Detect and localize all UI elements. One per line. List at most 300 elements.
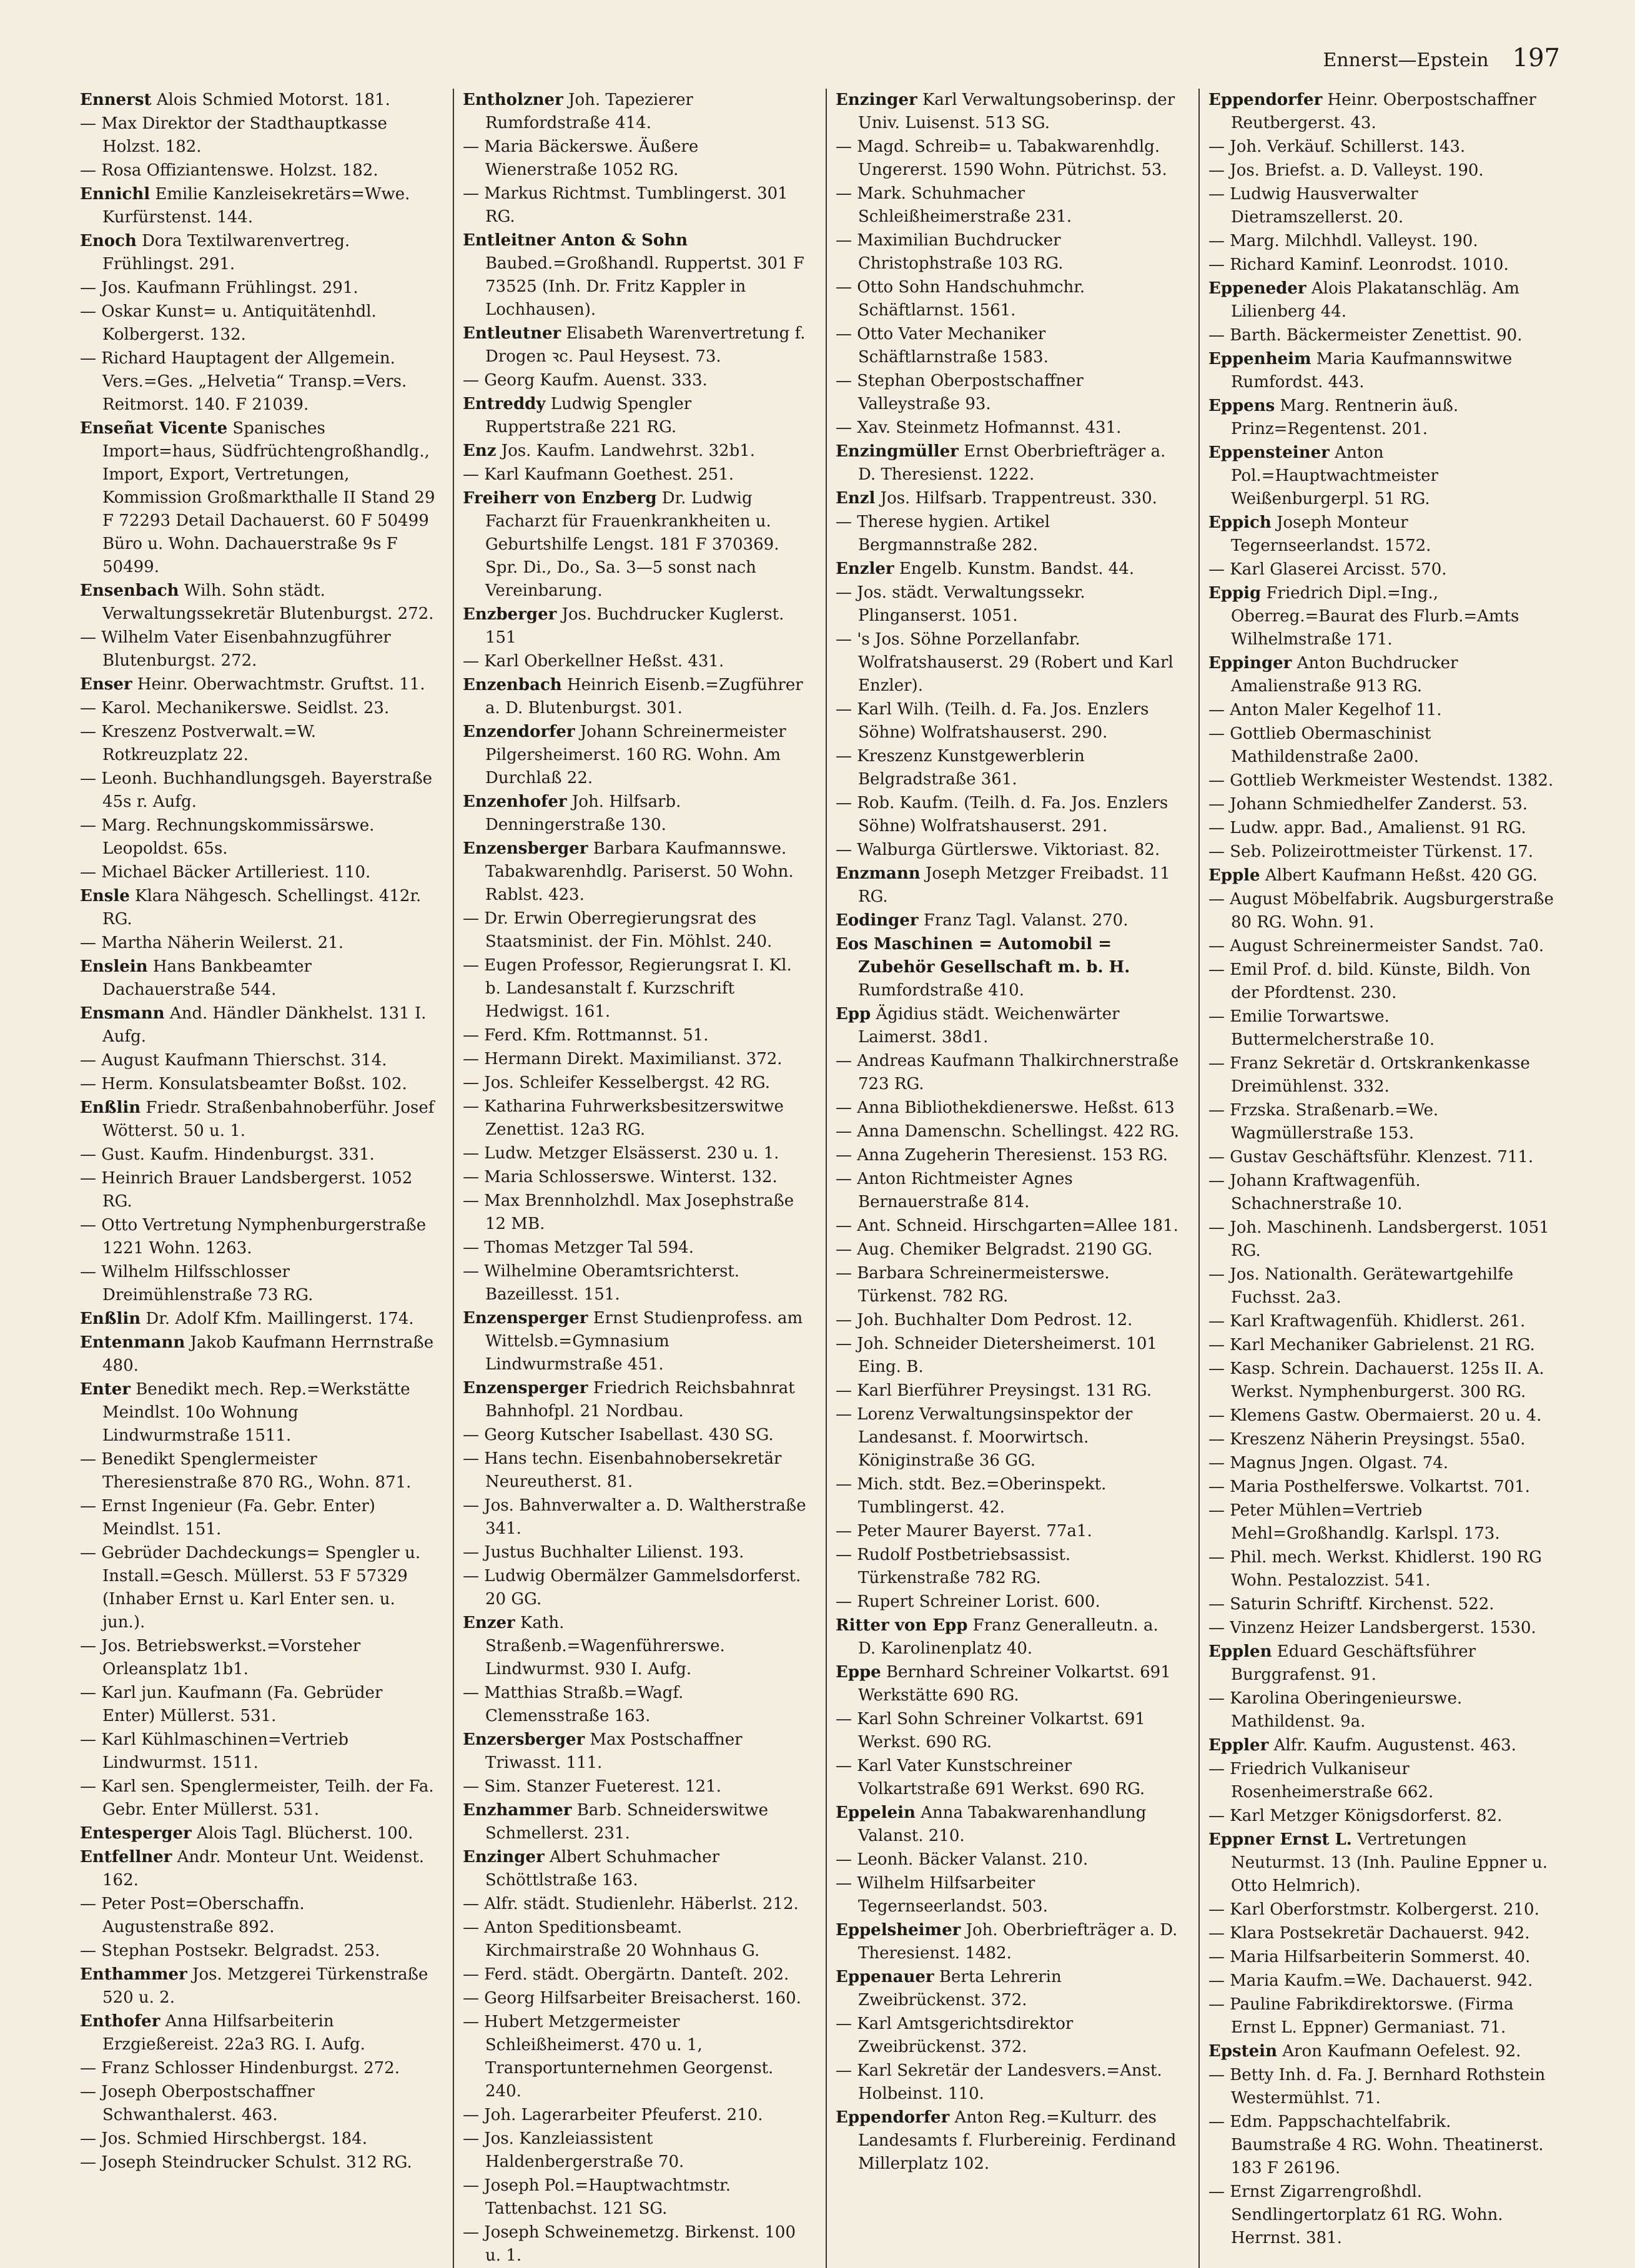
entry-name: Entreddy: [463, 395, 546, 413]
entry-details: Kaufm.=We. Dachauerst. 942.: [1283, 1971, 1533, 1990]
entry-details: Rumfordstraße 410.: [858, 981, 1024, 1000]
entry-name: — Martha: [80, 934, 162, 952]
entry-name: — Stephan: [836, 372, 926, 390]
entry-details: Obermälzer Gammelsdorferst. 20 GG.: [485, 1567, 801, 1609]
entry-details: Hans Bankbeamter Dachauerstraße 544.: [102, 957, 312, 999]
entry-details: Jakob Kaufmann Herrnstraße 480.: [102, 1333, 434, 1375]
entry-details: Stanzer Fueterest. 121.: [526, 1777, 721, 1796]
entry-name: — Ludw.: [1208, 819, 1279, 837]
entry-details: Aron Kaufmann Oefelest. 92.: [1282, 2042, 1521, 2061]
entry-name: — Jos.: [1208, 1265, 1260, 1284]
entry-details: Direkt. Maximilianst. 372.: [566, 1050, 783, 1068]
entry-name: Enseñat Vicente: [80, 419, 228, 438]
entry-details: Schrein. Dachauerst. 125s II. A. Werkst. Nymphenburgerst. 300 RG.: [1231, 1359, 1544, 1401]
entry-name: — Georg: [463, 371, 535, 390]
entry-details: Eduard Geschäftsführer Burggrafenst. 91.: [1231, 1642, 1476, 1684]
entry-details: Bibliothekdienerswe. Heßst. 613: [904, 1098, 1175, 1117]
entry-name: — Karol.: [80, 699, 151, 717]
directory-entry: [80, 1448, 435, 1494]
entry-name: Epplen: [1208, 1642, 1272, 1661]
entry-name: Enzensperger: [463, 1379, 588, 1398]
entry-details: Elisabeth Warenvertretung f. Drogen ꝛc. Paul Heysest. 73.: [485, 324, 806, 366]
entry-details: Engelb. Kunstm. Bandst. 44.: [899, 560, 1135, 578]
entry-details: Bäckerswe. Äußere Wienerstraße 1052 RG.: [485, 137, 699, 179]
entry-name: — Alfr.: [463, 1895, 518, 1913]
entry-details: Kanzleiassistent Haldenbergerstraße 70.: [485, 2129, 684, 2171]
entry-name: Ennerst: [80, 91, 152, 109]
entry-details: Ludwig Spengler Ruppertstraße 221 RG.: [485, 395, 692, 436]
entry-name: — Aug.: [836, 1240, 895, 1259]
entry-details: Albert Schuhmacher Schöttlstraße 163.: [485, 1848, 720, 1890]
entry-name: — Jos.: [463, 2129, 514, 2148]
directory-entry: [80, 1002, 435, 1048]
entry-details: Maler Kegelhof 11.: [1283, 701, 1442, 719]
directory-entry: [1208, 769, 1554, 792]
directory-entry: [836, 1708, 1181, 1754]
entry-name: Eodinger: [836, 911, 919, 930]
directory-entry: [1208, 864, 1554, 887]
directory-entry: [80, 1728, 435, 1775]
entry-name: — Joh.: [836, 1311, 889, 1329]
entry-details: Anton Reg.=Kulturr. des Landesamts f. Flurbereinig. Ferdinand Millerplatz 102.: [858, 2108, 1177, 2173]
entry-details: Pol.=Hauptwachtmstr. Tattenbachst. 121 SG.: [485, 2176, 731, 2218]
entry-name: — Otto: [80, 1216, 138, 1235]
entry-name: — Friedrich: [1208, 1760, 1307, 1778]
directory-entry: [836, 229, 1181, 275]
entry-name: — Karl: [80, 1730, 136, 1749]
directory-entry: [80, 1378, 435, 1447]
directory-entry: [1208, 1263, 1554, 1309]
entry-name: — Benedikt: [80, 1450, 175, 1469]
entry-name: — Jos.: [80, 1637, 131, 1655]
directory-entry: [463, 1447, 808, 1494]
entry-name: Eppens: [1208, 397, 1275, 415]
entry-details: Maria Kaufmannswitwe Rumfordst. 443.: [1231, 350, 1513, 392]
entry-name: — Sim.: [463, 1777, 521, 1796]
directory-entry: [1208, 1734, 1554, 1757]
entry-details: Konsulatsbeamter Boßst. 102.: [158, 1075, 407, 1093]
entry-name: — Gottlieb: [1208, 724, 1297, 743]
entry-details: Schmied Hirschbergst. 184.: [136, 2129, 367, 2148]
directory-entry: [1208, 1358, 1554, 1404]
entry-details: Mechaniker Gabrielenst. 21 RG.: [1270, 1336, 1535, 1354]
entry-details: Kaufmann Goethest. 251.: [524, 465, 734, 484]
directory-entry: [1208, 1758, 1554, 1804]
entry-details: städt. Studienlehr. Häberlst. 212.: [523, 1895, 799, 1913]
entry-name: — Johann: [1208, 1171, 1288, 1190]
entry-name: — Wilhelm: [80, 1263, 169, 1281]
entry-name: Entleutner: [463, 324, 561, 343]
entry-details: Obermaschinist Mathildenstraße 2a00.: [1231, 724, 1431, 766]
directory-entry: [1208, 1452, 1554, 1475]
entry-details: Zugeherin Theresienst. 153 RG.: [904, 1146, 1168, 1165]
directory-entry: [836, 1238, 1181, 1261]
entry-details: Klara Nähgesch. Schellingst. 412r. RG.: [102, 887, 422, 929]
entry-details: Postsekr. Belgradst. 253.: [174, 1941, 380, 1960]
directory-entry: [463, 1236, 808, 1260]
entry-details: Heizer Landsbergerst. 1530.: [1299, 1619, 1536, 1637]
entry-details: Metzger Königsdorferst. 82.: [1270, 1807, 1503, 1825]
entry-details: Kaufm. (Teilh. d. Fa. Jos. Enzlers Söhne) Wolfratshauserst. 291.: [858, 794, 1168, 836]
entry-name: — Karl: [836, 2061, 892, 2080]
directory-entry: [80, 1542, 435, 1634]
entry-name: — Vinzenz: [1208, 1619, 1295, 1637]
entry-name: — Ludw.: [463, 1144, 533, 1163]
entry-name: — Anna: [836, 1122, 900, 1141]
directory-entry: [1208, 722, 1554, 769]
directory-entry: [80, 814, 435, 860]
directory-entry: [80, 1214, 435, 1260]
entry-name: Eppinger: [1208, 654, 1292, 673]
entry-details: Dr. Adolf Kfm. Maillingerst. 174.: [146, 1309, 414, 1328]
entry-details: Vater Kunstschreiner Volkartstraße 691 Werkst. 690 RG.: [858, 1757, 1145, 1798]
entry-name: Eppich: [1208, 513, 1272, 532]
directory-entry: [463, 1260, 808, 1306]
entry-name: — Karl: [836, 1710, 892, 1728]
directory-entry: [1208, 1898, 1554, 1921]
entry-name: — Betty: [1208, 2066, 1274, 2084]
entry-name: — Jos.: [80, 2129, 131, 2148]
entry-name: — Karl: [1208, 1807, 1265, 1825]
entry-details: Wilh. (Teilh. d. Fa. Jos. Enzlers Söhne) Wolfratshauserst. 290.: [858, 700, 1149, 742]
entry-details: Metzger Tal 594.: [553, 1238, 694, 1257]
entry-name: — Stephan: [80, 1941, 170, 1960]
entry-name: — Emilie: [1208, 1007, 1283, 1026]
entry-details: Buchhandlungsgeh. Bayerstraße 45s r. Aufg.: [102, 769, 433, 811]
entry-details: Alois Tagl. Blücherst. 100.: [197, 1824, 413, 1843]
entry-details: Milchhdl. Valleyst. 190.: [1285, 232, 1478, 250]
entry-name: Enzinger: [463, 1848, 545, 1866]
directory-entry: [1208, 1993, 1554, 2039]
directory-entry: [1208, 1617, 1554, 1640]
entry-details: Pappschachtelfabrik. Baumstraße 4 RG. Wohn. Theatinerst. 183 F 26196.: [1231, 2113, 1544, 2177]
directory-entry: [1208, 183, 1554, 229]
directory-entry: [1208, 1146, 1554, 1169]
entry-details: appr. Bad., Amalienst. 91 RG.: [1283, 819, 1526, 837]
directory-entry: [1208, 1828, 1554, 1898]
directory-entry: [1208, 817, 1554, 840]
entry-name: — Lorenz: [836, 1405, 914, 1424]
entry-details: Verwaltungsinspektor der Landesanst. f. Moorwirtsch. Königinstraße 36 GG.: [858, 1405, 1133, 1470]
directory-entry: [463, 1963, 808, 1986]
entry-name: — Frzska.: [1208, 1101, 1291, 1120]
entry-details: Kühlmaschinen=Vertrieb Lindwurmst. 1511.: [102, 1730, 349, 1772]
directory-entry: [80, 1073, 435, 1096]
entry-name: — Karl: [836, 1381, 892, 1400]
entry-name: — Maria: [1208, 1948, 1279, 1966]
directory-entry: [80, 697, 435, 720]
entry-name: — Phil.: [1208, 1548, 1267, 1567]
directory-entry: [836, 1144, 1181, 1167]
entry-name: — Pauline: [1208, 1995, 1291, 2014]
directory-entry: [1208, 558, 1554, 581]
entry-details: Schweinemetzg. Birkenst. 100 u. 1.: [485, 2223, 796, 2265]
entry-details: Polizeirottmeister Türkenst. 17.: [1271, 842, 1534, 861]
entry-name: Ensle: [80, 887, 130, 905]
entry-details: Schreib= u. Tabakwarenhdlg. Ungererst. 1590 Wohn. Pütrichst. 53.: [858, 137, 1167, 179]
entry-name: Entfellner: [80, 1848, 172, 1866]
directory-entry: [463, 1048, 808, 1071]
entry-details: Torwartswe. Buttermelcherstraße 10.: [1231, 1007, 1435, 1049]
directory-entry: [836, 1614, 1181, 1660]
entry-name: — Mich.: [836, 1475, 904, 1494]
entry-name: — Walburga: [836, 841, 936, 859]
directory-entry: [836, 1966, 1181, 2012]
entry-details: Spanisches Import=haus, Südfrüchtengroßhandlg., Import, Export, Vertretungen, Kommission Großmarkthalle II Stand 29 F 72293 Detail Dachauerst. 60 F 50499 Büro u. Wohn. Dachauerstraße 9s F 50499.: [102, 419, 435, 576]
column-1: [80, 89, 435, 2268]
entry-details: Postsekretär Dachauerst. 942.: [1279, 1924, 1530, 1943]
entry-name: — August: [1208, 937, 1288, 955]
entry-name: — Rosa: [80, 161, 142, 180]
entry-name: — Anna: [836, 1098, 900, 1117]
entry-details: stdt. Bez.=Oberinspekt. Tumblingerst. 42.: [858, 1475, 1107, 1517]
directory-entry: [80, 1963, 435, 2009]
entry-name: Enslein: [80, 957, 148, 976]
entry-details: Kunst= u. Antiquitätenhdl. Kolbergerst. 132.: [102, 302, 377, 344]
directory-entry: [463, 1987, 808, 2010]
entry-name: — Ludwig: [463, 1567, 546, 1585]
entry-details: Alois Schmied Motorst. 181.: [156, 91, 390, 109]
entry-details: Kraftwagenfüh. Khidlerst. 261.: [1270, 1312, 1526, 1331]
directory-entry: [1208, 888, 1554, 934]
directory-entry: [1208, 1922, 1554, 1945]
entry-details: Post=Oberschaffn. Augustenstraße 892.: [102, 1895, 305, 1936]
entry-details: Kfm. Rottmannst. 51.: [532, 1026, 709, 1045]
entry-name: — Joseph: [463, 2223, 540, 2242]
entry-details: Jngen. Olgast. 74.: [1301, 1454, 1449, 1472]
directory-entry: [463, 1846, 808, 1892]
entry-details: Sohn Handschuhmchr. Schäftlarnst. 1561.: [858, 278, 1085, 320]
entry-name: Enzberger: [463, 605, 557, 624]
entry-name: — Peter: [836, 1522, 901, 1541]
entry-details: Anton Buchdrucker Amalienstraße 913 RG.: [1231, 654, 1458, 696]
entry-details: Straßenarb.=We. Wagmüllerstraße 153.: [1231, 1101, 1439, 1143]
directory-entry: [836, 182, 1181, 229]
entry-details: Dora Textilwarenvertreg. Frühlingst. 291.: [102, 232, 350, 274]
entry-details: Straßb.=Wagf. Clemensstraße 163.: [485, 1684, 684, 1725]
entry-details: Hauptagent der Allgemein. Vers.=Ges. „Helvetia“ Transp.=Vers. Reitmorst. 140. F 21039.: [102, 349, 407, 414]
entry-details: Kath. Straßenb.=Wagenführerswe. Lindwurmst. 930 I. Aufg.: [485, 1614, 725, 1679]
directory-entry: [1208, 2064, 1554, 2110]
directory-entry: [463, 1682, 808, 1728]
directory-entry: [836, 1333, 1181, 1379]
entry-name: — Saturin: [1208, 1595, 1292, 1614]
directory-entry: [836, 2106, 1181, 2176]
entry-details: Oberpostschaffner Schwanthalerst. 463.: [102, 2083, 315, 2124]
entry-details: Kaufmann Thalkirchnerstraße 723 RG.: [858, 1052, 1179, 1093]
directory-entry: [80, 2057, 435, 2080]
entry-name: — Marg.: [1208, 232, 1280, 250]
entry-details: Briefst. a. D. Valleyst. 190.: [1265, 161, 1484, 180]
directory-entry: [1208, 395, 1554, 441]
directory-entry: [80, 673, 435, 696]
directory-entry: [463, 463, 808, 486]
directory-entry: [80, 2127, 435, 2151]
entry-name: — Wilhelm: [836, 1874, 925, 1893]
entry-name: Enßlin: [80, 1098, 141, 1117]
directory-entry: [463, 2127, 808, 2174]
directory-entry: [1208, 511, 1554, 558]
directory-entry: [836, 1848, 1181, 1871]
entry-name: — Joh.: [836, 1334, 889, 1353]
directory-entry: [80, 1097, 435, 1143]
entry-details: Kaminf. Leonrodst. 1010.: [1300, 255, 1509, 274]
directory-entry: [1208, 1593, 1554, 1616]
entry-details: Jos. Buchdrucker Kuglerst. 151: [485, 605, 784, 647]
directory-entry: [463, 791, 808, 837]
directory-entry: [80, 1495, 435, 1541]
directory-entry: [836, 1097, 1181, 1120]
directory-entry: [463, 1190, 808, 1236]
entry-details: Prof. d. bild. Künste, Bildh. Von der Pfordtenst. 230.: [1231, 960, 1531, 1002]
entry-name: Enzingmüller: [836, 442, 959, 461]
entry-details: Andr. Monteur Unt. Weidenst. 162.: [102, 1848, 424, 1890]
directory-entry: [463, 440, 808, 463]
directory-entry: [836, 1755, 1181, 1801]
directory-entry: [80, 1049, 435, 1072]
entry-details: Speditionsbeamt. Kirchmairstraße 20 Wohnhaus G.: [485, 1918, 760, 1960]
entry-name: Enthammer: [80, 1965, 187, 1984]
entry-details: Metzgermeister Schleißheimerst. 470 u. 1, Transportunternehmen Georgenst. 240.: [485, 2013, 774, 2101]
entry-name: Enser: [80, 675, 132, 694]
directory-entry: [836, 862, 1181, 909]
entry-details: Spenglermeister, Teilh. der Fa. Gebr. Enter Müllerst. 531.: [102, 1777, 434, 1819]
entry-details: Hilfsschlosser Dreimühlenstraße 73 RG.: [102, 1263, 314, 1304]
directory-entry: [1208, 1946, 1554, 1969]
entry-details: Jos. Hilfsarb. Trappentreust. 330.: [880, 489, 1157, 508]
directory-entry: [463, 1424, 808, 1447]
entry-name: — Anton: [463, 1918, 533, 1937]
entry-name: — Karl: [836, 1757, 892, 1775]
entry-name: Eppenauer: [836, 1968, 934, 1986]
entry-name: Entenmann: [80, 1333, 185, 1352]
directory-entry: [836, 1661, 1181, 1707]
directory-entry: [80, 1331, 435, 1378]
entry-name: Eppelein: [836, 1803, 916, 1822]
entry-name: — Karl: [1208, 1312, 1265, 1331]
entry-name: — Emil: [1208, 960, 1268, 979]
entry-name: Eppeneder: [1208, 279, 1307, 298]
entry-name: — Wilhelm: [80, 628, 169, 647]
entry-name: — Gebrüder: [80, 1544, 180, 1562]
entry-details: Kutscher Isabellast. 430 SG.: [540, 1426, 774, 1444]
entry-name: Ritter von Epp: [836, 1616, 968, 1635]
entry-details: Zigarrengroßhdl. Sendlingertorplatz 61 RG. Wohn. Herrnst. 381.: [1231, 2182, 1503, 2247]
directory-entry: [836, 698, 1181, 744]
entry-details: Bäcker Valanst. 210.: [918, 1850, 1089, 1869]
entry-name: — August: [80, 1051, 159, 1070]
entry-name: — Leonh.: [836, 1850, 914, 1869]
directory-entry: [80, 1635, 435, 1681]
directory-entry: [463, 1072, 808, 1095]
entry-details: städt. Obergärtn. Danteſt. 202.: [532, 1965, 789, 1984]
entry-name: Freiherr von Enzberg: [463, 489, 657, 508]
entry-details: Porzellanfabr. Wolfratshauserst. 29 (Robert und Karl Enzler).: [858, 630, 1173, 695]
directory-entry: [1208, 2181, 1554, 2250]
entry-details: Spenglermeister Theresienstraße 870 RG., Wohn. 871.: [102, 1450, 412, 1492]
entry-details: Metzger Elsässerst. 230 u. 1.: [538, 1144, 779, 1163]
directory-entry: [1208, 1805, 1554, 1828]
entry-details: Anton Pol.=Hauptwachtmeister Weißenburgerpl. 51 RG.: [1231, 443, 1438, 508]
entry-details: Sohn Schreiner Volkartst. 691 Werkst. 690 RG.: [858, 1710, 1145, 1752]
directory-entry: [80, 1682, 435, 1728]
directory-entry: [463, 1916, 808, 1963]
entry-details: Barb. Schneiderswitwe Schmellerst. 231.: [485, 1801, 769, 1843]
entry-details: Baubed.=Großhandl. Ruppertst. 301 F 73525 (Inh. Dr. Fritz Kappler in Lochhausen).: [485, 254, 804, 319]
directory-entry: [1208, 1404, 1554, 1427]
entry-name: — Marg.: [80, 816, 151, 835]
directory-entry: [836, 511, 1181, 557]
directory-entry: [463, 674, 808, 720]
directory-entry: [1208, 582, 1554, 651]
entry-name: — August: [1208, 890, 1288, 909]
directory-entry: [463, 954, 808, 1023]
entry-name: — Maria: [463, 1168, 533, 1186]
entry-name: — Johann: [1208, 795, 1288, 814]
entry-name: Enzenhofer: [463, 792, 567, 811]
entry-details: Schneid. Hirschgarten=Allee 181.: [896, 1216, 1178, 1235]
column-2: [453, 89, 808, 2268]
directory-entry: [836, 136, 1181, 182]
directory-entry: [463, 1893, 808, 1916]
entry-details: Ingenieur (Fa. Gebr. Enter) Meindlst. 151.: [102, 1497, 375, 1539]
entry-details: Vulkaniseur Rosenheimerstraße 662.: [1231, 1760, 1434, 1802]
entry-name: — Hermann: [463, 1050, 562, 1068]
directory-entry: [463, 603, 808, 649]
entry-name: Enßlin: [80, 1309, 141, 1328]
column-4: [1198, 89, 1554, 2268]
entry-name: — Kasp.: [1208, 1359, 1276, 1378]
entry-details: Fabrikdirektorswe. (Firma Ernst L. Eppner) Germaniast. 71.: [1231, 1995, 1514, 2037]
entry-name: Entholzner: [463, 91, 563, 109]
entry-details: Kaufmann Frühlingst. 291.: [136, 279, 358, 297]
entry-name: Enzmann: [836, 864, 921, 883]
directory-entry: [1208, 1052, 1554, 1098]
entry-name: — Peter: [80, 1895, 146, 1913]
directory-entry: [80, 2081, 435, 2127]
entry-name: Entesperger: [80, 1824, 192, 1843]
entry-details: Lagerarbeiter Pfeuferst. 210.: [521, 2106, 763, 2124]
directory-entry: [1208, 2111, 1554, 2180]
entry-name: Eppner Ernst L.: [1208, 1830, 1352, 1849]
directory-entry: [80, 277, 435, 300]
entry-details: Kaufm. Auenst. 333.: [540, 371, 708, 390]
entry-name: — Oskar: [80, 302, 151, 321]
entry-name: — Joh.: [463, 2106, 516, 2124]
entry-details: Oberkellner Heßst. 431.: [524, 652, 724, 671]
directory-entry: [836, 370, 1181, 416]
directory-entry: [1208, 441, 1554, 511]
directory-entry: [80, 1846, 435, 1892]
directory-entry: [1208, 1310, 1554, 1333]
entry-details: Näherin Weilerst. 21.: [167, 934, 344, 952]
entry-name: — Karl sen.: [80, 1777, 175, 1796]
directory-entry: [836, 839, 1181, 862]
directory-entry: [463, 1024, 808, 1047]
entry-name: — Therese: [836, 513, 924, 531]
entry-details: Barbara Kaufmannswe. Tabakwarenhdlg. Pariserst. 50 Wohn. Rablst. 423.: [485, 839, 794, 904]
entry-name: — Franz: [80, 2059, 149, 2078]
directory-entry: [1208, 935, 1554, 958]
entry-details: Kaufmann (Fa. Gebrüder Enter) Müllerst. 531.: [102, 1684, 383, 1725]
entry-name: — Hans: [463, 1449, 527, 1468]
directory-entry: [80, 2151, 435, 2174]
directory-entry: [463, 1728, 808, 1775]
entry-details: Richtmeister Agnes Bernauerstraße 814.: [858, 1170, 1073, 1211]
entry-details: Oberingenieurswe. Mathildenst. 9a.: [1231, 1689, 1463, 1731]
entry-details: Anna Tabakwarenhandlung Valanst. 210.: [858, 1803, 1147, 1845]
entry-name: — Karl jun.: [80, 1684, 173, 1702]
